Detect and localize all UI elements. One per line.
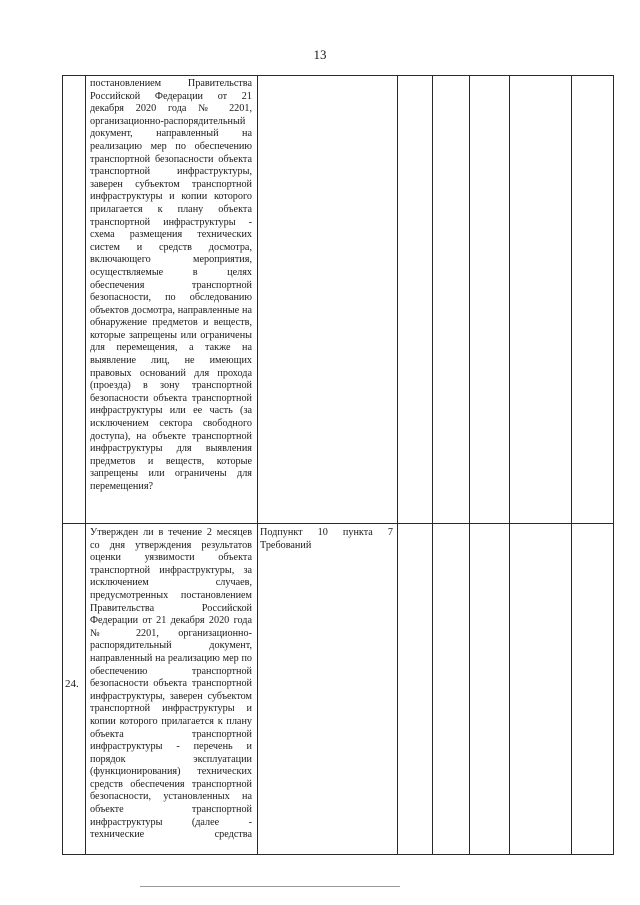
- legal-reference: Подпункт 10 пункта 7 Требований: [260, 527, 393, 551]
- checklist-table: [62, 75, 614, 855]
- scan-edge-line: [140, 886, 400, 887]
- table-border-bottom: [62, 854, 614, 855]
- column-divider: [257, 75, 258, 855]
- column-divider: [509, 75, 510, 855]
- question-text: Утвержден ли в течение 2 месяцев со дня утверждения результатов оценки уязвимости объекта транспортной инфраструктуры, за исключением случаев, предусмотренных постановлением Правительства Российской Федерации от 21 декабря 2020 года № 2201, организационно-распорядительный документ, направленный на реализацию мер по обеспечению транспортной безопасности объекта транспортной инфраструктуры, заверен субъектом транспортной инфраструктуры и копии которого прилагается к плану объекта транспортной инфраструктуры - перечень и порядок эксплуатации (функционирования) технических средств обеспечения транспортной безопасности, установленных на объекте транспортной инфраструктуры (далее - технические средства: [90, 527, 252, 841]
- table-border-right: [613, 75, 614, 855]
- column-divider: [469, 75, 470, 855]
- column-divider: [571, 75, 572, 855]
- question-text-continued: постановлением Правительства Российской Федерации от 21 декабря 2020 года № 2201, организационно-распорядительный документ, направленный на реализацию мер по обеспечению транспортной безопасности объекта транспортной инфраструктуры, заверен субъектом транспортной инфраструктуры и копии которого прилагается к плану объекта транспортной инфраструктуры - схема размещения технических систем и средств досмотра, включающего мероприятия, осуществляемые в целях обеспечения транспортной безопасности, по обследованию объектов досмотра, направленные на обнаружение предметов и веществ, которые запрещены или ограничены для перемещения, а также на выявление лиц, не имеющих правовых оснований для прохода (проезда) в зону транспортной безопасности объекта транспортной инфраструктуры или ее часть (за исключением сектора свободного доступа), на объекте транспортной инфраструктуры для выявления предметов и веществ, которые запрещены или ограничены для перемещения?: [90, 78, 252, 492]
- row-divider: [62, 523, 614, 524]
- item-number: 24.: [65, 678, 79, 690]
- column-divider: [397, 75, 398, 855]
- table-border-left: [62, 75, 63, 855]
- page-number: 13: [313, 47, 327, 62]
- table-border-top: [62, 75, 614, 76]
- column-divider: [85, 75, 86, 855]
- column-divider: [432, 75, 433, 855]
